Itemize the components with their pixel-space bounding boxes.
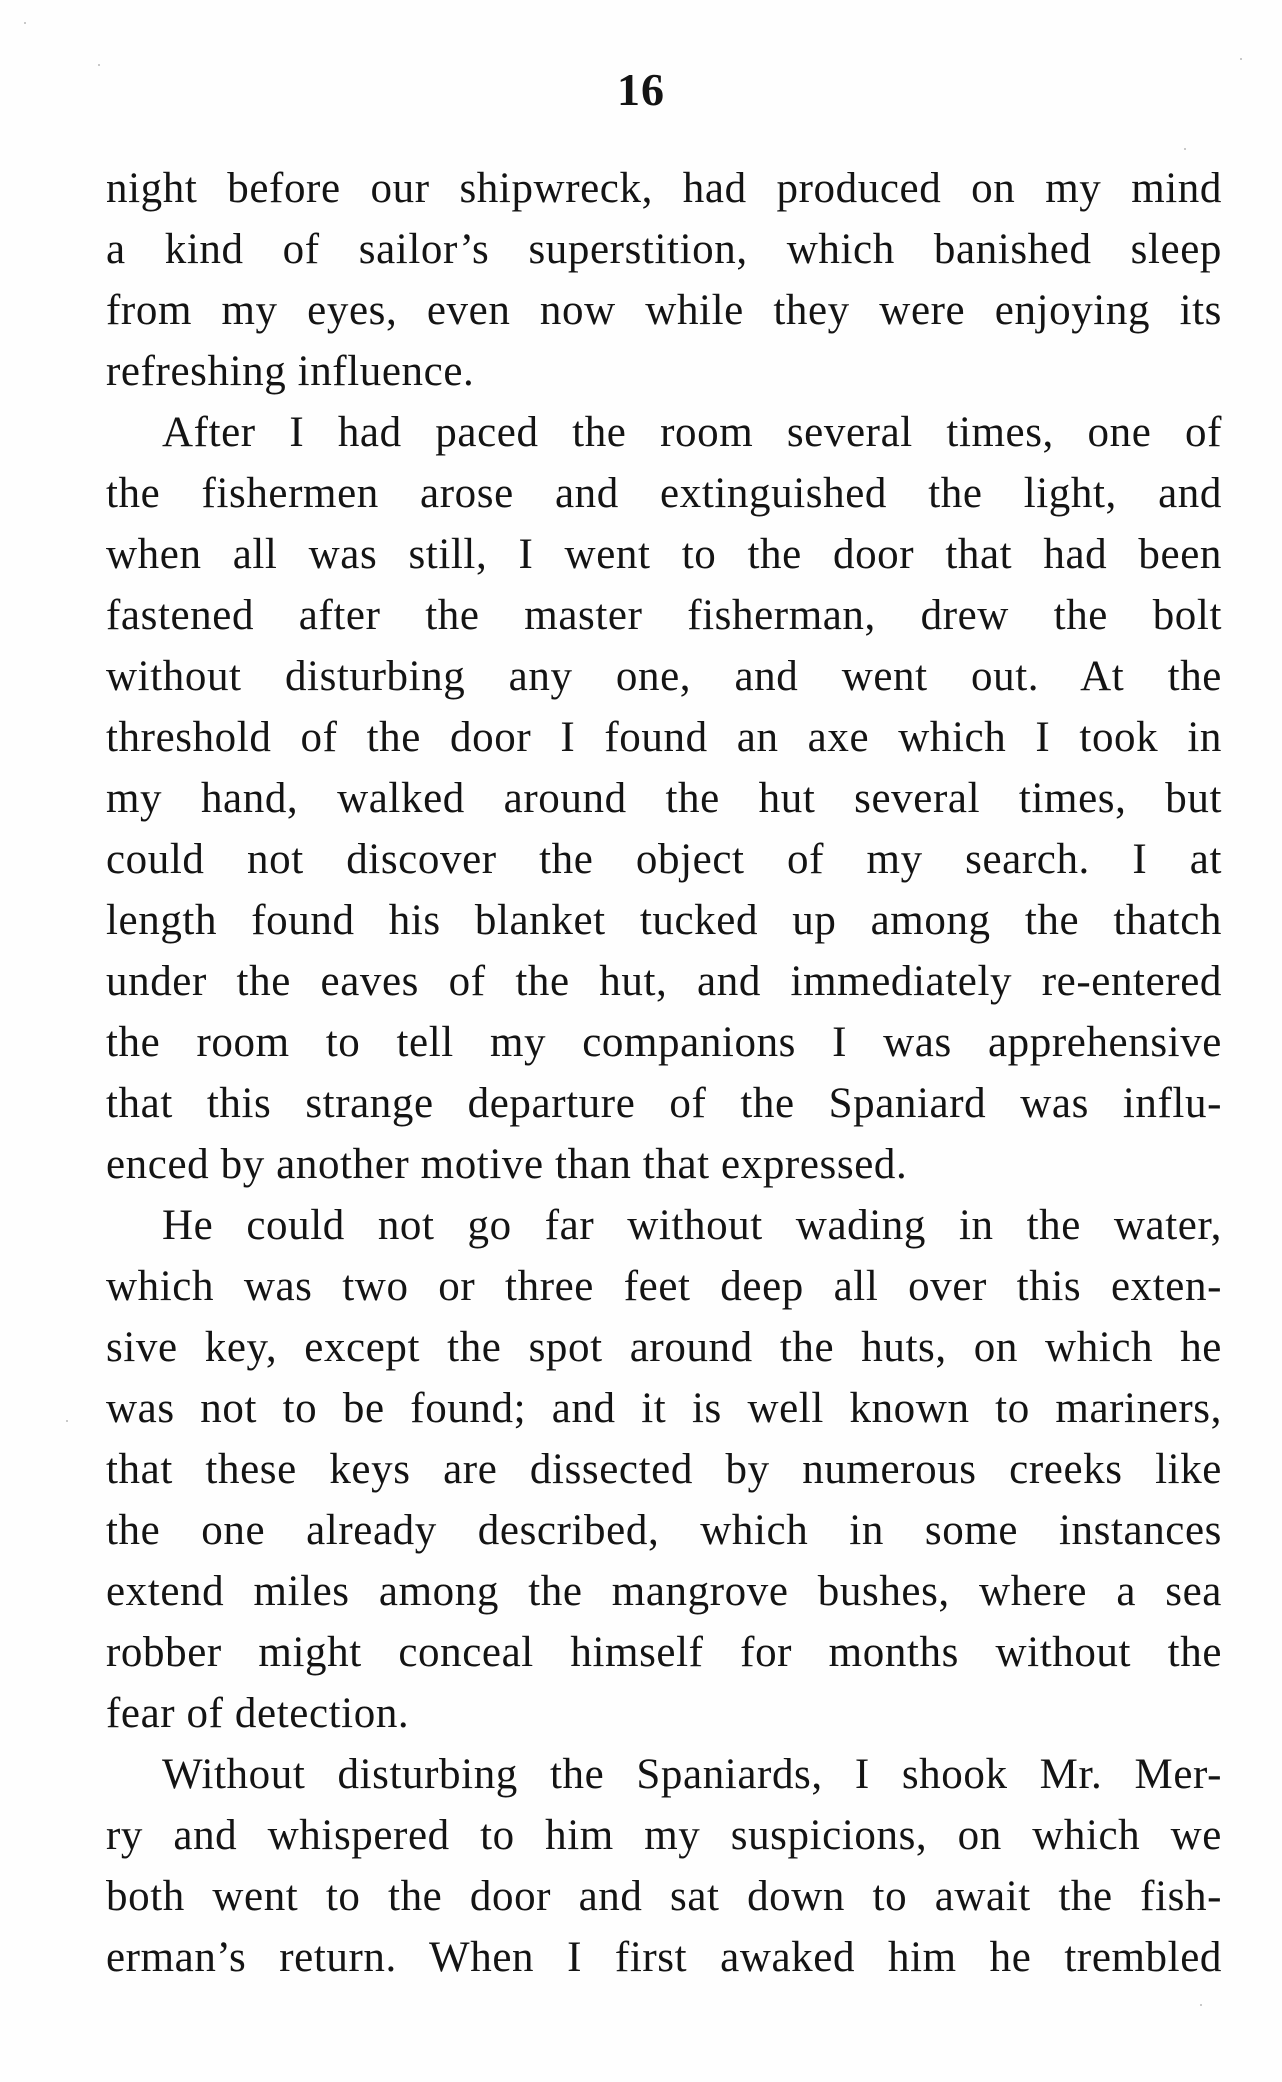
- text-line: when all was still, I went to the door that had been: [106, 531, 1222, 578]
- paper-speck: [1240, 58, 1242, 60]
- text-line: fastened after the master fisherman, drew the bolt: [106, 592, 1222, 639]
- paper-speck: [1200, 2004, 1202, 2006]
- text-line: fear of detection.: [106, 1690, 410, 1737]
- text-line: that this strange departure of the Spaniard was influ-: [106, 1080, 1222, 1127]
- text-line: enced by another motive than that expressed.: [106, 1141, 908, 1188]
- body-text: [106, 158, 1222, 1988]
- paper-speck: [98, 64, 100, 66]
- text-line: the fishermen arose and extinguished the light, and: [106, 470, 1222, 517]
- text-line: He could not go far without wading in the water,: [162, 1202, 1222, 1249]
- paper-speck: [1184, 148, 1186, 150]
- text-line: a kind of sailor’s superstition, which banished sleep: [106, 226, 1222, 273]
- paper-speck: [66, 1420, 68, 1422]
- text-line: threshold of the door I found an axe which I took in: [106, 714, 1222, 761]
- text-line: from my eyes, even now while they were enjoying its: [106, 287, 1222, 334]
- text-line: After I had paced the room several times, one of: [162, 409, 1222, 456]
- text-line: the one already described, which in some instances: [106, 1507, 1222, 1554]
- text-line: ry and whispered to him my suspicions, on which we: [106, 1812, 1222, 1859]
- text-line: robber might conceal himself for months without the: [106, 1629, 1222, 1676]
- text-line: without disturbing any one, and went out. At the: [106, 653, 1222, 700]
- paper-speck: [24, 22, 26, 24]
- text-line: night before our shipwreck, had produced on my mind: [106, 165, 1222, 212]
- text-line: Without disturbing the Spaniards, I shook Mr. Mer-: [162, 1751, 1222, 1798]
- text-line: that these keys are dissected by numerous creeks like: [106, 1446, 1222, 1493]
- text-line: refreshing influence.: [106, 348, 475, 395]
- page-number: 16: [617, 64, 665, 115]
- text-line: both went to the door and sat down to await the fish-: [106, 1873, 1222, 1920]
- text-line: was not to be found; and it is well known to mariners,: [106, 1385, 1222, 1432]
- text-line: erman’s return. When I first awaked him he trembled: [106, 1934, 1222, 1981]
- text-line: which was two or three feet deep all over this exten-: [106, 1263, 1222, 1310]
- text-line: sive key, except the spot around the huts, on which he: [106, 1324, 1222, 1371]
- text-line: under the eaves of the hut, and immediately re-entered: [106, 958, 1222, 1005]
- text-line: extend miles among the mangrove bushes, where a sea: [106, 1568, 1222, 1615]
- text-line: my hand, walked around the hut several times, but: [106, 775, 1222, 822]
- text-line: the room to tell my companions I was apprehensive: [106, 1019, 1222, 1066]
- text-line: length found his blanket tucked up among the thatch: [106, 897, 1222, 944]
- text-line: could not discover the object of my search. I at: [106, 836, 1222, 883]
